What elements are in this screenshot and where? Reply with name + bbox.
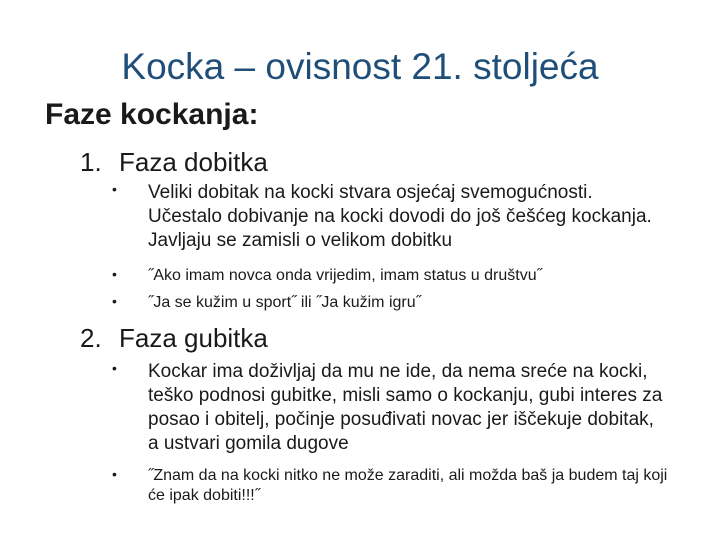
phase-1-label: Faza dobitka [119,147,268,177]
bullet-marker: • [112,293,117,309]
bullet-marker: • [112,266,117,282]
bullet-marker: • [112,466,117,482]
phase-2-number: 2. [80,323,102,353]
phase-2-label: Faza gubitka [119,323,268,353]
phase-2-heading [80,322,480,354]
bullet-text: ˝Znam da na kocki nitko ne može zaraditi, ali možda baš ja budem taj koji će ipak dobiti!!!˝ [148,467,668,504]
bullet-text: Kockar ima doživljaj da mu ne ide, da nema sreće na kocki, teško podnosi gubitke, misli samo o kockanju, gubi interes za posao i obitelj, počinje posuđivati novac jer iščekuje dobitak, a ustvari gomila dugove [148,361,663,454]
bullet-text: ˝Ako imam novca onda vrijedim, imam status u društvu˝ [148,267,542,284]
slide-subtitle: Faze kockanja: [45,98,259,131]
slide-title: Kocka – ovisnost 21. stoljeća [121,46,599,87]
bullet-text: ˝Ja se kužim u sport˝ ili ˝Ja kužim igru˝ [148,294,421,311]
bullet-marker: • [112,360,117,376]
phase-1-number: 1. [80,147,102,177]
bullet-text: Veliki dobitak na kocki stvara osjećaj svemogućnosti. Učestalo dobivanje na kocki dovodi do još češćeg kockanja. Javljaju se zamisli o velikom dobitku [148,182,652,251]
bullet-marker: • [112,181,117,197]
phase-1-heading [80,146,480,178]
